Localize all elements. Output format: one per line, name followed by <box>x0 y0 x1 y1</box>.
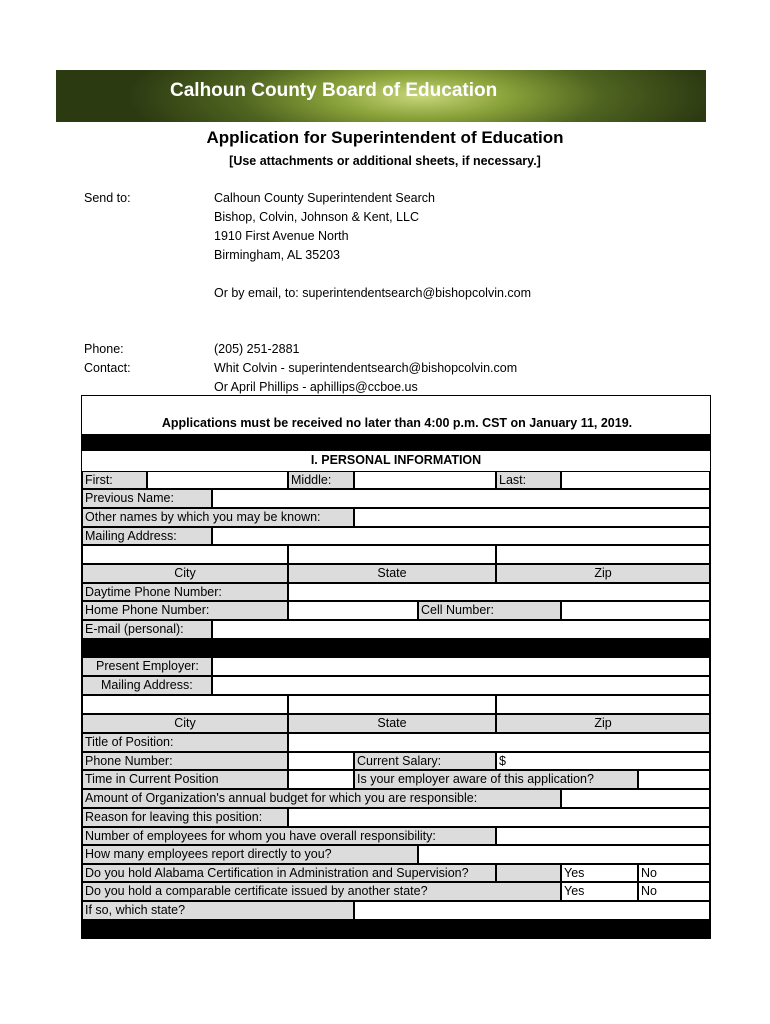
time-in-position-label: Time in Current Position <box>82 770 288 789</box>
page-subtitle: [Use attachments or additional sheets, if necessary.] <box>229 154 541 168</box>
middle-name-input[interactable] <box>354 471 496 489</box>
cell-number-label: Cell Number: <box>418 601 561 620</box>
bottom-bar <box>82 920 710 938</box>
deadline-notice: Applications must be received no later than 4:00 p.m. CST on January 11, 2019. <box>161 416 633 430</box>
first-name-label: First: <box>82 471 147 489</box>
email-input[interactable] <box>212 620 710 639</box>
employer-mailing-address-input[interactable] <box>212 676 710 695</box>
budget-input[interactable] <box>561 789 710 808</box>
state-label: State <box>288 564 496 583</box>
middle-name-label: Middle: <box>288 471 354 489</box>
cell-number-input[interactable] <box>561 601 710 620</box>
reason-leaving-input[interactable] <box>288 808 710 827</box>
time-in-position-input[interactable] <box>288 770 354 789</box>
last-name-label: Last: <box>496 471 561 489</box>
city-input[interactable] <box>82 545 288 564</box>
home-phone-label: Home Phone Number: <box>82 601 288 620</box>
divider-bar <box>82 434 710 451</box>
state-input[interactable] <box>288 545 496 564</box>
title-of-position-label: Title of Position: <box>82 733 288 752</box>
section-title-personal: I. PERSONAL INFORMATION <box>310 453 482 467</box>
send-to-line-1: Calhoun County Superintendent Search <box>214 191 435 205</box>
direct-reports-input[interactable] <box>418 845 710 864</box>
which-state-label: If so, which state? <box>82 901 354 920</box>
zip-input[interactable] <box>496 545 710 564</box>
send-to-line-2: Bishop, Colvin, Johnson & Kent, LLC <box>214 210 419 224</box>
which-state-input[interactable] <box>354 901 710 920</box>
employer-phone-input[interactable] <box>288 752 354 770</box>
employer-city-input[interactable] <box>82 695 288 714</box>
employer-zip-label: Zip <box>496 714 710 733</box>
phone-label: Phone: <box>84 342 124 356</box>
employer-aware-input[interactable] <box>638 770 710 789</box>
send-to-line-4: Birmingham, AL 35203 <box>214 248 341 262</box>
other-cert-label: Do you hold a comparable certificate issued by another state? <box>82 882 561 901</box>
other-names-label: Other names by which you may be known: <box>82 508 354 527</box>
daytime-phone-label: Daytime Phone Number: <box>82 583 288 601</box>
employer-mailing-address-label: Mailing Address: <box>82 676 212 695</box>
present-employer-label: Present Employer: <box>82 657 212 676</box>
other-cert-yes[interactable]: Yes <box>561 882 638 901</box>
header-banner <box>56 70 706 122</box>
current-salary-label: Current Salary: <box>354 752 496 770</box>
email-label: E-mail (personal): <box>82 620 212 639</box>
employer-state-input[interactable] <box>288 695 496 714</box>
contact-label: Contact: <box>84 361 131 375</box>
phone-value: (205) 251-2881 <box>214 342 300 356</box>
last-name-input[interactable] <box>561 471 710 489</box>
alabama-cert-no[interactable]: No <box>638 864 710 882</box>
zip-label: Zip <box>496 564 710 583</box>
employer-city-label: City <box>82 714 288 733</box>
other-cert-no[interactable]: No <box>638 882 710 901</box>
home-phone-input[interactable] <box>288 601 418 620</box>
send-to-line-3: 1910 First Avenue North <box>214 229 349 243</box>
current-salary-input[interactable]: $ <box>496 752 710 770</box>
first-name-input[interactable] <box>147 471 288 489</box>
city-label: City <box>82 564 288 583</box>
application-form <box>81 395 711 939</box>
send-to-email: Or by email, to: superintendentsearch@bishopcolvin.com <box>214 286 532 300</box>
send-to-label: Send to: <box>84 191 131 205</box>
reason-leaving-label: Reason for leaving this position: <box>82 808 288 827</box>
mailing-address-input[interactable] <box>212 527 710 545</box>
employer-phone-label: Phone Number: <box>82 752 288 770</box>
alabama-cert-spacer <box>496 864 561 882</box>
alabama-cert-yes[interactable]: Yes <box>561 864 638 882</box>
alabama-cert-label: Do you hold Alabama Certification in Administration and Supervision? <box>82 864 496 882</box>
employer-state-label: State <box>288 714 496 733</box>
divider-bar <box>82 639 710 657</box>
contact-line-2: Or April Phillips - aphillips@ccboe.us <box>214 380 418 394</box>
budget-label: Amount of Organization's annual budget for which you are responsible: <box>82 789 561 808</box>
employer-aware-label: Is your employer aware of this application? <box>354 770 638 789</box>
previous-name-label: Previous Name: <box>82 489 212 508</box>
present-employer-input[interactable] <box>212 657 710 676</box>
other-names-input[interactable] <box>354 508 710 527</box>
employer-zip-input[interactable] <box>496 695 710 714</box>
page-title: Application for Superintendent of Education <box>206 128 564 147</box>
num-employees-label: Number of employees for whom you have overall responsibility: <box>82 827 496 845</box>
previous-name-input[interactable] <box>212 489 710 508</box>
banner-title: Calhoun County Board of Education <box>170 80 498 101</box>
daytime-phone-input[interactable] <box>288 583 710 601</box>
contact-line-1: Whit Colvin - superintendentsearch@bishopcolvin.com <box>214 361 518 375</box>
mailing-address-label: Mailing Address: <box>82 527 212 545</box>
direct-reports-label: How many employees report directly to you? <box>82 845 418 864</box>
num-employees-input[interactable] <box>496 827 710 845</box>
title-of-position-input[interactable] <box>288 733 710 752</box>
